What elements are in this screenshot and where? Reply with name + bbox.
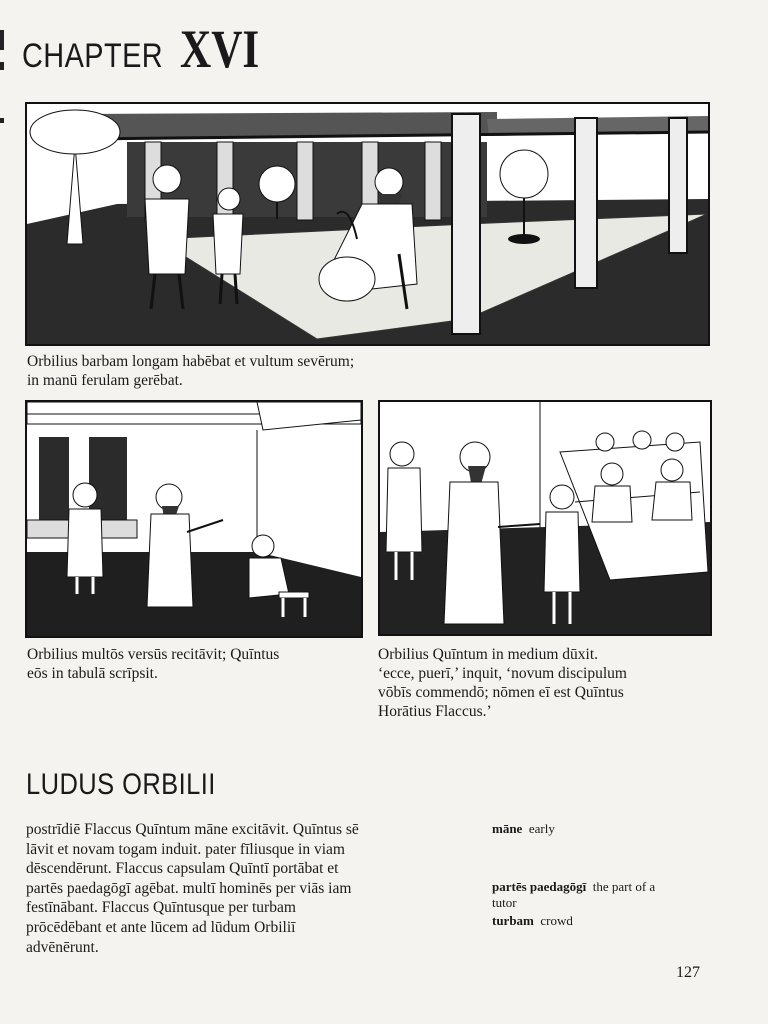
passage-line: postrīdiē Flaccus Quīntum māne excitāvit. Quīntus sē <box>26 821 359 838</box>
illustration-courtyard <box>25 102 710 346</box>
passage-line: advēnērunt. <box>26 938 99 956</box>
chapter-heading <box>22 19 279 79</box>
caption-line: Orbilius Quīntum in medium dūxit. <box>378 646 599 663</box>
caption-line: eōs in tabulā scrīpsit. <box>27 665 158 682</box>
gloss-meaning-cont: tutor <box>492 895 517 910</box>
binding-mark <box>0 118 4 123</box>
illustration-new-pupil <box>378 400 712 636</box>
caption-bottom-right <box>378 645 718 721</box>
passage-line: dēscendērunt. Flaccus capsulam Quīntī portābat et <box>26 860 339 878</box>
gloss-meaning: crowd <box>540 913 573 928</box>
passage-line: prōcēdēbant et ante lūcem ad lūdum Orbiliī <box>26 918 296 936</box>
gloss-entry <box>492 913 573 929</box>
caption-line: Orbilius barbam longam habēbat et vultum sevērum; <box>27 353 355 370</box>
binding-mark <box>0 30 4 50</box>
gloss-term: partēs paedagōgī <box>492 879 587 894</box>
gloss-entry <box>492 821 555 837</box>
courtyard-drawing <box>27 104 708 344</box>
gloss-term: turbam <box>492 913 534 928</box>
gloss-meaning: early <box>528 821 555 836</box>
recitation-drawing <box>27 402 361 636</box>
gloss-entry <box>492 879 722 911</box>
gloss-term: māne <box>492 821 523 836</box>
passage-line: partēs paedagōgī agēbat. multī hominēs per viās iam <box>26 879 352 897</box>
new-pupil-drawing <box>380 402 710 634</box>
passage-line: lāvit et novam togam induit. pater fīliusque in viam <box>26 840 345 858</box>
caption-line: in manū ferulam gerēbat. <box>27 372 183 389</box>
binding-mark <box>0 62 4 70</box>
chapter-number: XVI <box>179 19 260 79</box>
caption-bottom-left <box>27 645 367 683</box>
section-title: LUDUS ORBILII <box>26 768 216 801</box>
caption-line: ‘ecce, puerī,’ inquit, ‘novum discipulum <box>378 665 627 682</box>
caption-top <box>27 352 487 390</box>
latin-passage <box>26 820 476 957</box>
caption-line: Orbilius multōs versūs recitāvit; Quīntus <box>27 646 280 663</box>
chapter-label: CHAPTER <box>22 37 164 75</box>
passage-line: festīnābant. Flaccus Quīntusque per turbam <box>26 899 296 917</box>
page-number: 127 <box>676 964 700 981</box>
illustration-recitation <box>25 400 363 638</box>
caption-line: vōbīs commendō; nōmen eī est Quīntus <box>378 684 624 701</box>
caption-line: Horātius Flaccus.’ <box>378 703 492 720</box>
gloss-meaning: the part of a <box>592 879 656 894</box>
